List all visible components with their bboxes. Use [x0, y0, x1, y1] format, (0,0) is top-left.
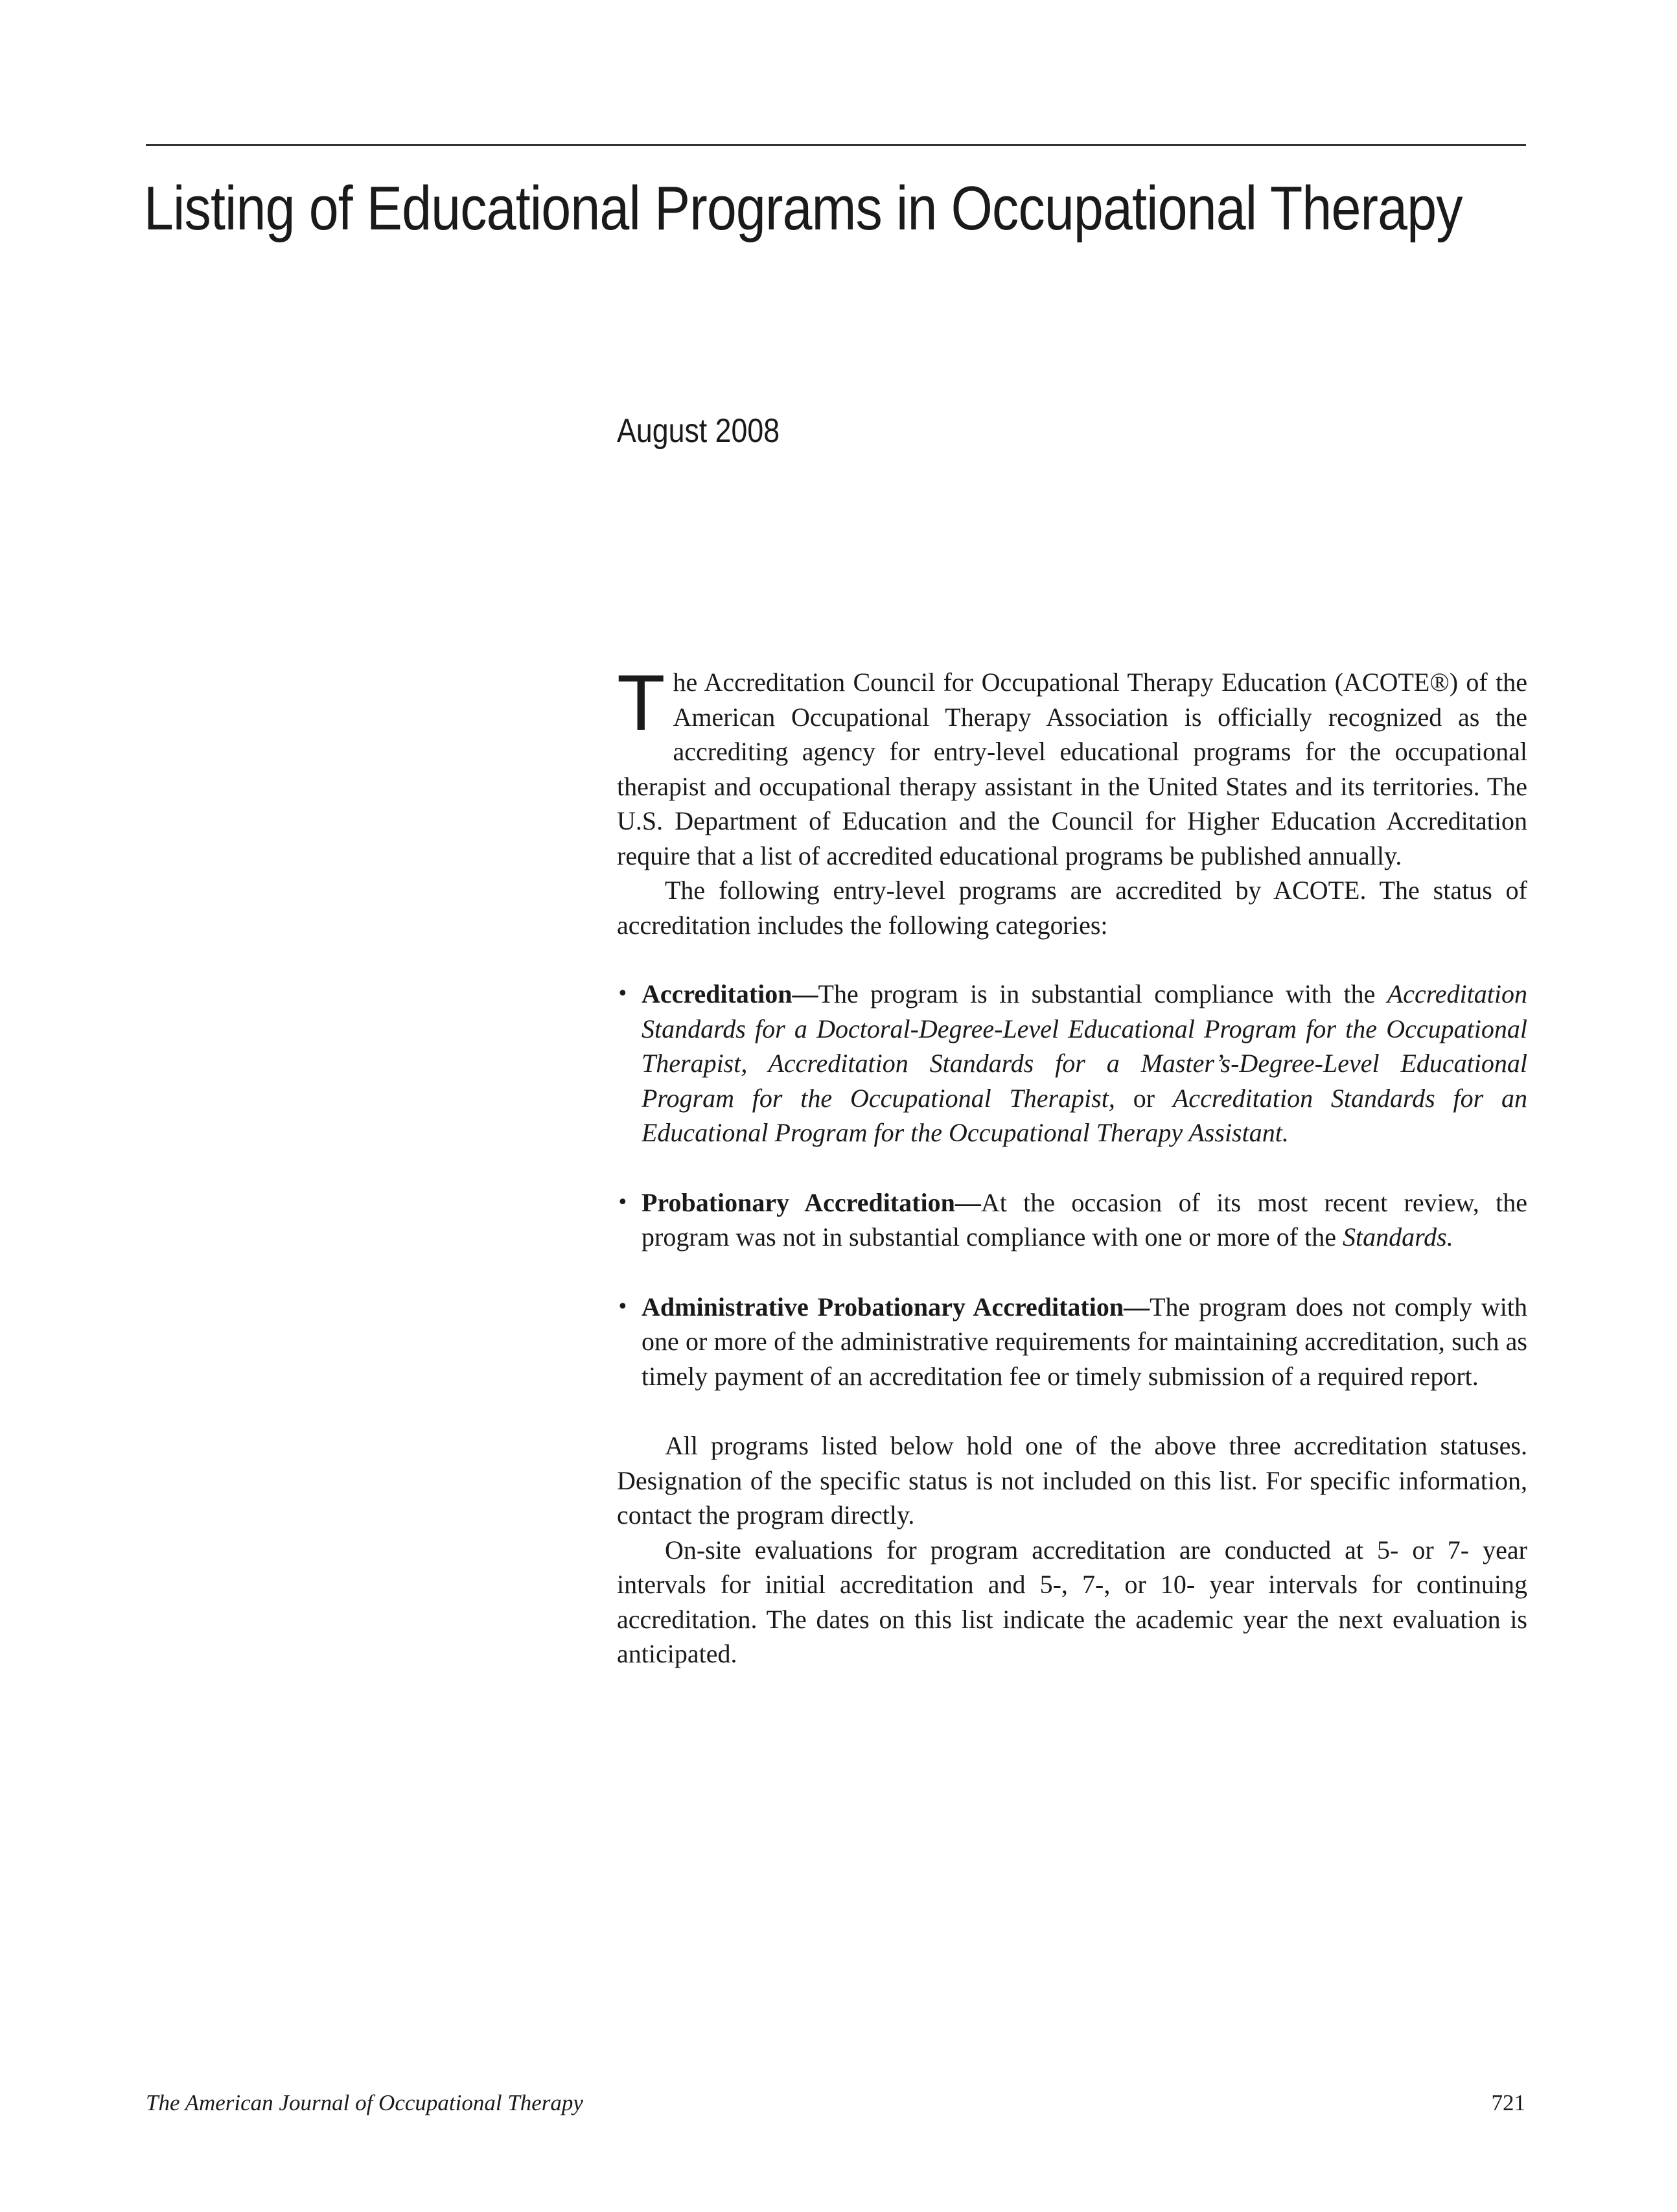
article-body	[617, 658, 1528, 1671]
issue-date: August 2008	[617, 412, 780, 450]
status-term: Accreditation	[642, 979, 792, 1008]
status-description-connector: or	[1115, 1083, 1173, 1113]
status-item-probationary	[617, 1185, 1527, 1255]
bullet-icon: •	[617, 1295, 629, 1318]
ota-standards-title: Accreditation Standards for an Educational Program for the Occupational Therapy Assistant.	[642, 1083, 1528, 1147]
status-dash: —	[954, 1187, 981, 1217]
status-term: Probationary Accreditation	[642, 1187, 955, 1217]
intro-paragraph-2: The following entry-level programs are accredited by ACOTE. The status of accreditation includes the following categories:	[617, 876, 1527, 940]
status-dash: —	[1124, 1292, 1150, 1321]
status-item-accreditation	[617, 977, 1527, 1150]
closing-paragraph-2: On-site evaluations for program accreditation are conducted at 5- or 7- year intervals for initial accreditation and 5-, 7-, or 10- year intervals for continuing accreditation. The dates on this list indicate the academic year the next evaluation is anticipated.	[617, 1535, 1527, 1668]
page-title: Listing of Educational Programs in Occupational Therapy	[144, 174, 1463, 243]
footer-journal-name: The American Journal of Occupational Therapy	[146, 2090, 583, 2115]
status-item-administrative-probationary	[617, 1290, 1527, 1394]
closing-paragraph-1: All programs listed below hold one of the above three accreditation statuses. Designation of the specific status is not included on this list. For specific information, contact the program directly.	[617, 1431, 1527, 1530]
status-description: At the occasion of its most recent review, the program was not in substantial compliance with one or more of the	[642, 1187, 1527, 1252]
status-description: The program is in substantial compliance with the	[818, 979, 1387, 1008]
header-rule	[146, 144, 1526, 146]
status-dash: —	[792, 979, 818, 1008]
bullet-icon: •	[617, 983, 629, 1005]
status-term: Administrative Probationary Accreditation	[642, 1292, 1124, 1321]
footer-page-number: 721	[1491, 2090, 1525, 2115]
bullet-icon: •	[617, 1191, 629, 1214]
standards-reference: Standards.	[1342, 1222, 1453, 1252]
status-description: The program does not comply with one or more of the administrative requirements for maintaining accreditation, such as timely payment of an accreditation fee or timely submission of a required report.	[642, 1292, 1527, 1391]
accreditation-status-list	[617, 977, 1527, 1393]
standards-titles: Accreditation Standards for a Doctoral-Degree-Level Educational Program for the Occupational Therapist, Accreditation Standards for a Master’s-Degree-Level Educational Program for the Occupational Therapist,	[642, 979, 1527, 1113]
intro-paragraph-1: The Accreditation Council for Occupational Therapy Education (ACOTE®) of the American Occupational Therapy Association is officially recognized as the accrediting agency for entry-level educational programs for the occupational therapist and occupational therapy assistant in the United States and its territories. The U.S. Department of Education and the Council for Higher Education Accreditation require that a list of accredited educational programs be published annually.	[617, 658, 1527, 870]
